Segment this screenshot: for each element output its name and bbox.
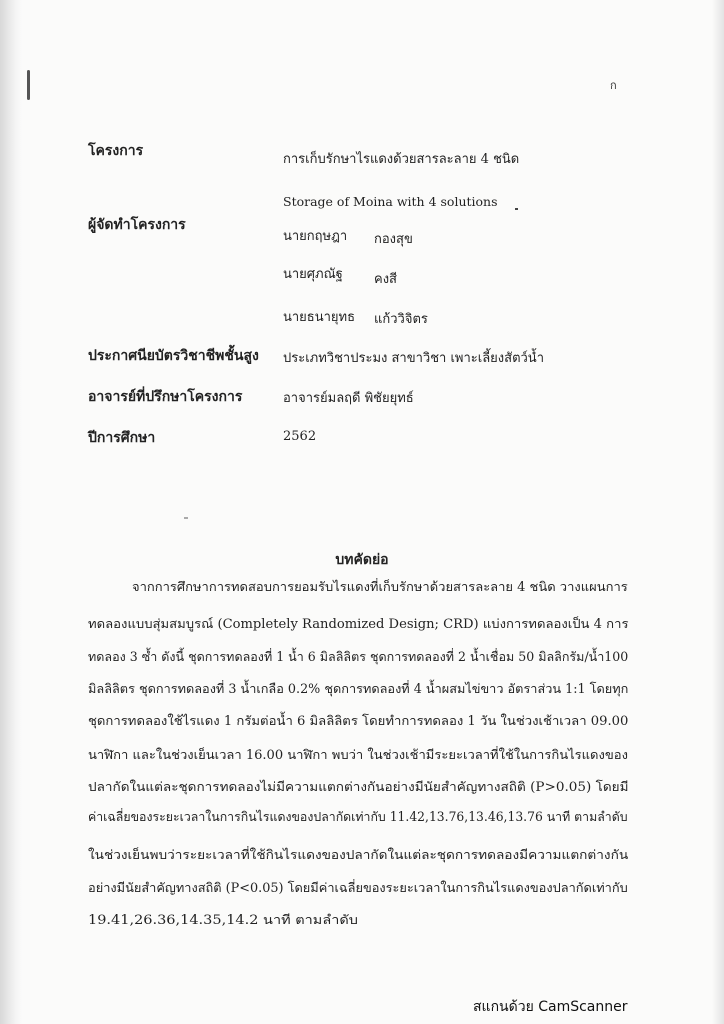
abstract-line: ในช่วงเย็นพบว่าระยะเวลาที่ใช้กินไรแดงของปลากัดในแต่ละชุดการทดลองมีความแตกต่างกัน <box>88 847 629 862</box>
author-1-first-name: นายกฤษฎา <box>283 229 348 244</box>
project-title-thai: การเก็บรักษาไรแดงด้วยสารละลาย 4 ชนิด <box>283 152 520 167</box>
page-number: ก <box>610 79 617 92</box>
page-edge-shadow <box>712 0 724 1024</box>
advisor-value: อาจารย์มลฤดี พิชัยยุทธ์ <box>283 391 414 406</box>
certificate-value: ประเภทวิชาประมง สาขาวิชา เพาะเลี้ยงสัตว์น้ำ <box>283 351 544 366</box>
abstract-line: จากการศึกษาการทดสอบการยอมรับไรแดงที่เก็บรักษาด้วยสารละลาย 4 ชนิด วางแผนการ <box>132 579 628 594</box>
abstract-title: บทคัดย่อ <box>335 552 389 568</box>
scan-speck <box>184 517 188 519</box>
author-2-last-name: คงสี <box>374 272 397 287</box>
abstract-line: ปลากัดในแต่ละชุดการทดลองไม่มีความแตกต่างกันอย่างมีนัยสำคัญทางสถิติ (P>0.05) โดยมี <box>88 779 629 794</box>
camscanner-watermark: สแกนด้วย CamScanner <box>473 999 628 1015</box>
authors-label: ผู้จัดทำโครงการ <box>88 217 186 233</box>
project-label: โครงการ <box>88 143 144 159</box>
advisor-label: อาจารย์ที่ปรึกษาโครงการ <box>88 389 243 405</box>
abstract-line: นาฬิกา และในช่วงเย็นเวลา 16.00 นาฬิกา พบว่า ในช่วงเช้ามีระยะเวลาที่ใช้ในการกินไรแดงของ <box>88 747 628 762</box>
author-3-last-name: แก้ววิจิตร <box>374 312 428 327</box>
project-title-english: Storage of Moina with 4 solutions <box>283 194 498 209</box>
author-2-first-name: นายศุภณัฐ <box>283 267 343 282</box>
academic-year-label: ปีการศึกษา <box>88 430 156 446</box>
academic-year-value: 2562 <box>283 429 317 444</box>
abstract-line: ทดลองแบบสุ่มสมบูรณ์ (Completely Randomized Design; CRD) แบ่งการทดลองเป็น 4 การ <box>88 616 629 631</box>
abstract-line: มิลลิลิตร ชุดการทดลองที่ 3 น้ำเกลือ 0.2% ชุดการทดลองที่ 4 น้ำผสมไข่ขาว อัตราส่วน 1:1 โดยทุก <box>88 681 629 696</box>
abstract-line: ทดลอง 3 ซ้ำ ดังนี้ ชุดการทดลองที่ 1 น้ำ 6 มิลลิลิตร ชุดการทดลองที่ 2 น้ำเชื่อม 50 มิลลิกรัม/น้ำ100 <box>88 649 629 664</box>
ink-dot <box>515 208 518 210</box>
abstract-line: ชุดการทดลองใช้ไรแดง 1 กรัมต่อน้ำ 6 มิลลิลิตร โดยทำการทดลอง 1 วัน ในช่วงเช้าเวลา 09.00 <box>88 713 629 728</box>
abstract-line: อย่างมีนัยสำคัญทางสถิติ (P<0.05) โดยมีค่าเฉลี่ยของระยะเวลาในการกินไรแดงของปลากัดเท่ากับ <box>88 880 628 895</box>
author-1-last-name: กองสุข <box>374 232 413 247</box>
abstract-line: 19.41,26.36,14.35,14.2 นาที ตามลำดับ <box>88 912 358 927</box>
page-binding-shadow <box>0 0 22 1024</box>
binding-mark <box>27 70 30 100</box>
abstract-line: ค่าเฉลี่ยของระยะเวลาในการกินไรแดงของปลากัดเท่ากับ 11.42,13.76,13.46,13.76 นาที ตามลำดับ <box>88 809 628 824</box>
certificate-label: ประกาศนียบัตรวิชาชีพชั้นสูง <box>88 348 259 364</box>
author-3-first-name: นายธนายุทธ <box>283 310 356 325</box>
